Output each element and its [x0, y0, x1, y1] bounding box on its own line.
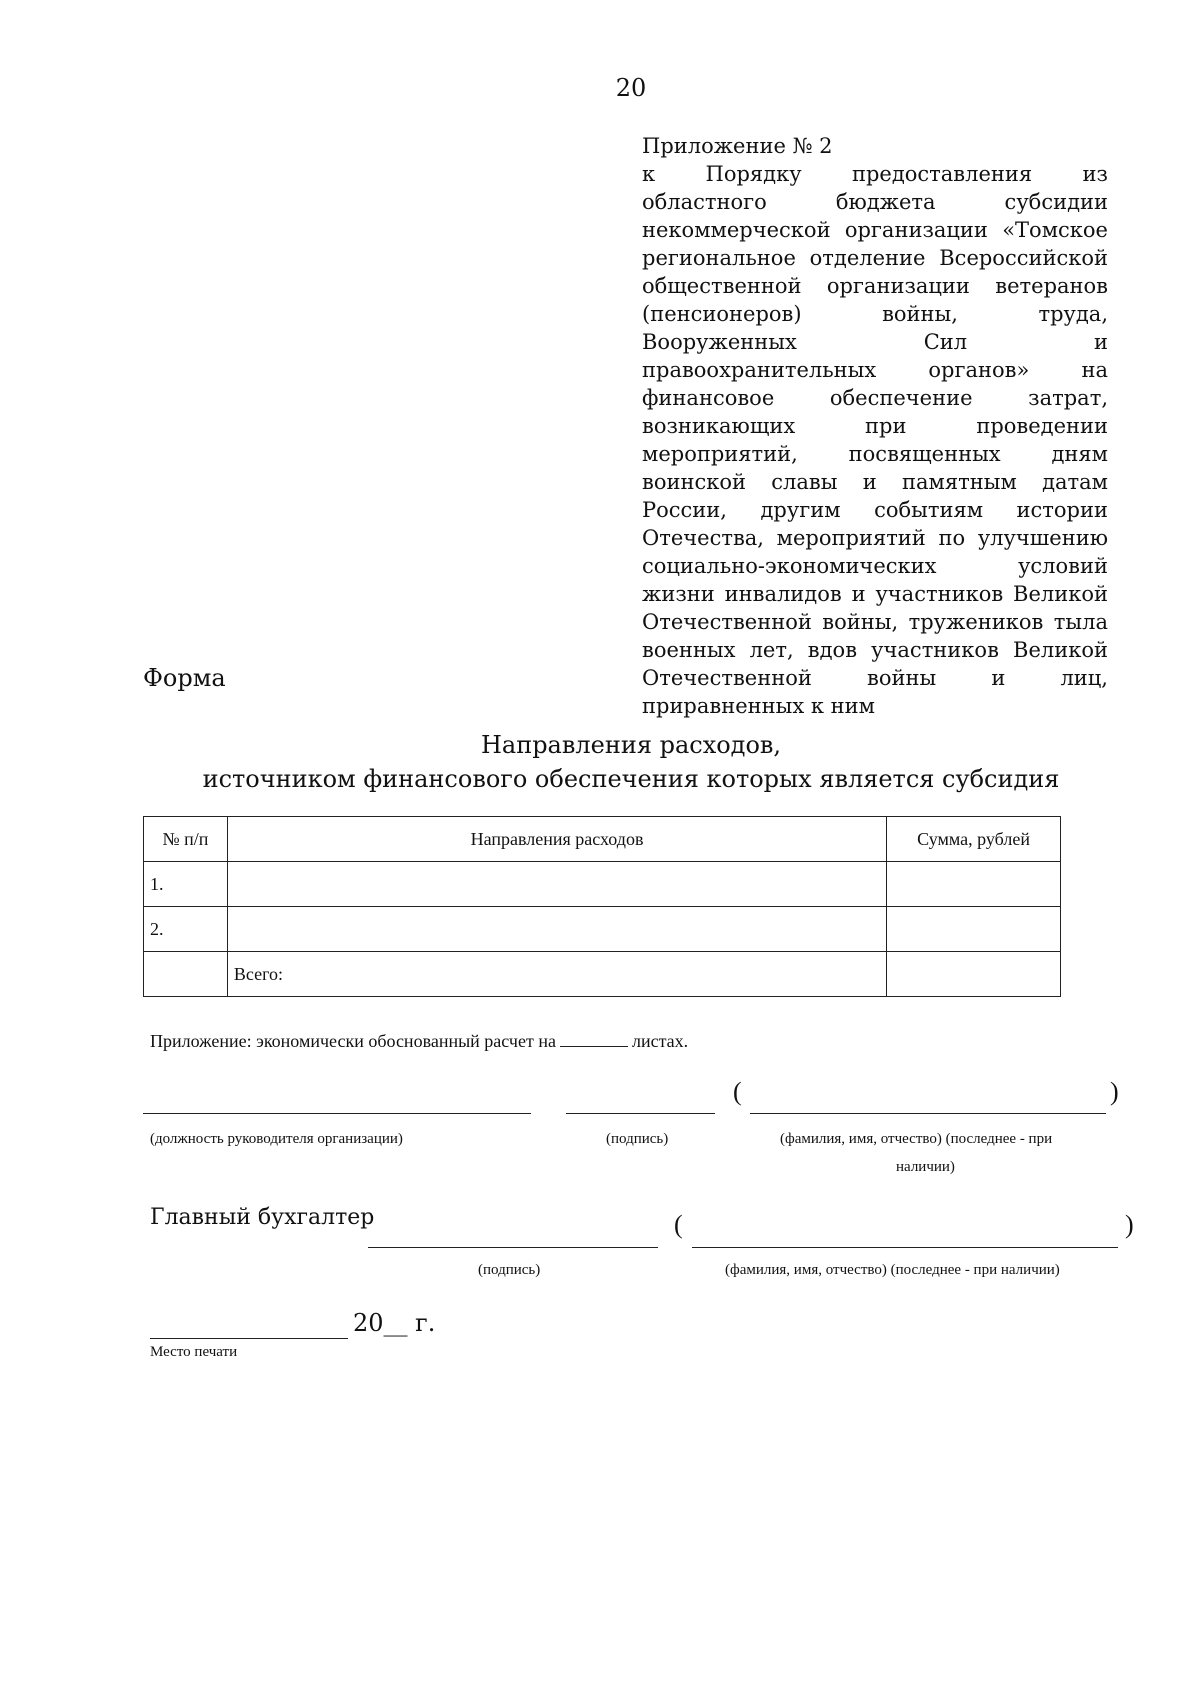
head-signature-caption: (подпись) [606, 1131, 669, 1147]
open-paren: ( [674, 1210, 683, 1239]
close-paren: ) [1110, 1077, 1119, 1106]
row-direction-cell[interactable] [227, 907, 886, 952]
row-sum-cell[interactable] [887, 862, 1061, 907]
header-directions: Направления расходов [227, 817, 886, 862]
chief-signature-line[interactable] [368, 1247, 658, 1248]
attachment-line [150, 1031, 688, 1052]
row-number-cell: 2. [144, 907, 228, 952]
form-label: Форма [143, 664, 226, 692]
page-number: 20 [615, 74, 647, 102]
attachment-suffix: листах. [631, 1031, 689, 1051]
appendix-text: к Порядку предоставления из областного бюджета субсидии некоммерческой организации «Томское региональное отделение Всероссийской общественной организации ветеранов (пенсионеров) войны, труда, Вооруженных Сил и правоохранительных органов» на финансовое обеспечение затрат, возникающих при проведении мероприятий, посвященных дням воинской славы и памятным датам России, другим событиям истории Отечества, мероприятий по улучшению социально-экономических условий жизни инвалидов и участников Великой Отечественной войны, тружеников тыла военных лет, вдов участников Великой Отечественной войны и лиц, приравненных к ним [642, 162, 1108, 718]
appendix-title: Приложение № 2 [642, 134, 833, 158]
header-number: № п/п [144, 817, 228, 862]
document-title-line-2: источником финансового обеспечения которых является субсидия [202, 765, 1060, 793]
head-position-line[interactable] [143, 1113, 531, 1114]
header-sum: Сумма, рублей [887, 817, 1061, 862]
head-name-caption-cont: наличии) [896, 1159, 955, 1175]
chief-accountant-label: Главный бухгалтер [150, 1205, 375, 1230]
chief-name-caption: (фамилия, имя, отчество) (последнее - при наличии) [725, 1262, 1060, 1278]
row-direction-cell[interactable] [227, 862, 886, 907]
table-row [144, 907, 1061, 952]
appendix-block [642, 132, 1108, 720]
sheets-count-blank[interactable] [560, 1046, 628, 1047]
table-row [144, 862, 1061, 907]
stamp-caption: Место печати [150, 1344, 238, 1360]
attachment-text: Приложение: экономически обоснованный расчет на [150, 1031, 556, 1051]
close-paren: ) [1125, 1210, 1134, 1239]
table-header-row [144, 817, 1061, 862]
row-number-cell [144, 952, 228, 997]
document-title-line-1: Направления расходов, [480, 731, 782, 759]
head-name-line[interactable] [750, 1113, 1106, 1114]
chief-name-line[interactable] [692, 1247, 1118, 1248]
row-number-cell: 1. [144, 862, 228, 907]
head-signature-line[interactable] [566, 1113, 715, 1114]
row-sum-cell[interactable] [887, 907, 1061, 952]
document-title [0, 728, 1200, 796]
total-label-cell: Всего: [227, 952, 886, 997]
table-total-row [144, 952, 1061, 997]
date-line[interactable] [150, 1338, 348, 1339]
head-position-caption: (должность руководителя организации) [150, 1131, 403, 1147]
chief-signature-caption: (подпись) [478, 1262, 541, 1278]
expenses-table [143, 816, 1061, 997]
total-sum-cell[interactable] [887, 952, 1061, 997]
head-name-caption: (фамилия, имя, отчество) (последнее - при [780, 1131, 1053, 1147]
open-paren: ( [733, 1077, 742, 1106]
date-year: 20__ г. [353, 1309, 436, 1337]
